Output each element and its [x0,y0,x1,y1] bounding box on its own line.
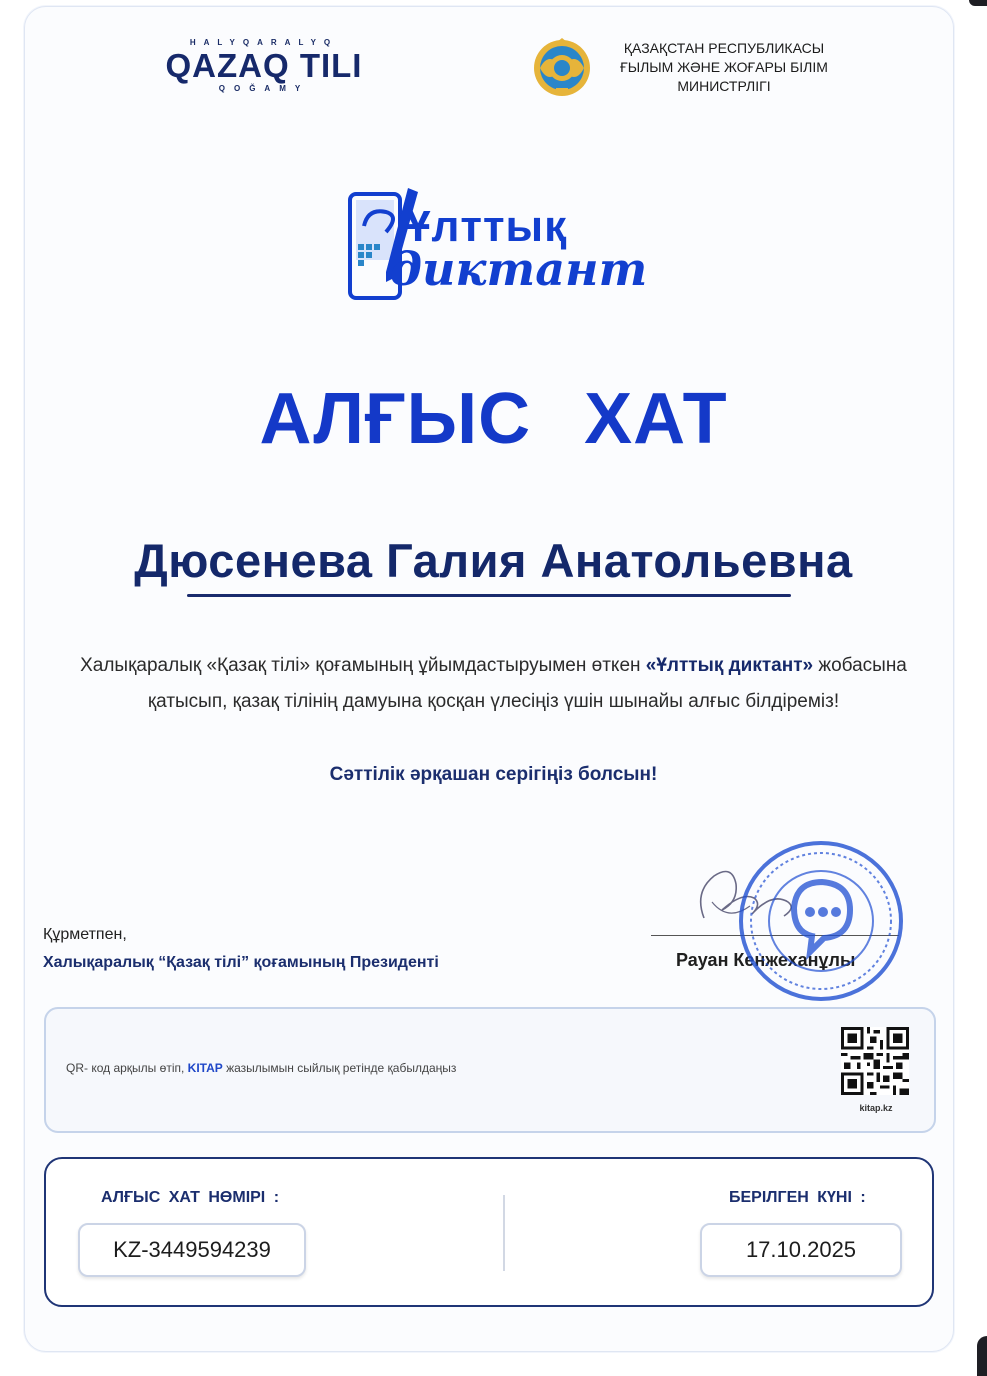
vertical-divider [503,1195,505,1271]
qr-instruction [66,1061,456,1075]
ulttyq-diktant-logo [346,186,648,304]
qr-instruction-part: QR- код арқылы өтіп, [66,1061,188,1075]
gratitude-text [40,648,947,720]
issue-date-value: 17.10.2025 [745,1237,857,1262]
gratitude-text-part: жобасына қатысып, қазақ тілінің дамуына қосқан үлесіңіз үшін шынайы алғыс білдіреміз! [147,655,907,712]
logo-main-text: QAZAQ TILI [165,47,363,84]
screen-corner [977,1336,987,1376]
state-emblem-icon [532,38,592,98]
signer-name: Рауан Кенжеханұлы [676,950,856,970]
logo-top-text: HALYQARALYQ [189,38,339,47]
recipient-name: Дюсенева Галия Анатольевна [134,534,853,587]
regards-text: Құрметпен, [43,926,127,943]
ministry-line: ҒЫЛЫМ ЖӘНЕ ЖОҒАРЫ БІЛІМ [620,59,828,75]
qr-instruction-part: жазылымын сыйлық ретінде қабылдаңыз [222,1061,457,1075]
document-title: АЛҒЫС ХАТ [259,379,728,459]
qr-caption: kitap.kz [859,1103,893,1113]
certificate-number-label: АЛҒЫС ХАТ НӨМІРІ : [101,1189,280,1206]
ministry-line: ҚАЗАҚСТАН РЕСПУБЛИКАСЫ [623,40,825,56]
certificate-number-value: KZ-3449594239 [113,1237,271,1262]
qr-code[interactable] [841,1027,909,1095]
issue-date-field [700,1223,902,1277]
qazaq-tili-logo [150,38,378,96]
ministry-line: МИНИСТРЛІГІ [677,78,771,94]
president-role: Халықаралық “Қазақ тілі” қоғамының Президенті [43,954,439,971]
issue-date-label: БЕРІЛГЕН КҮНІ : [729,1189,866,1206]
certificate-number-field [78,1223,306,1277]
qr-promo-box [44,1007,936,1133]
wish-text: Сәттілік әрқашан серігіңіз болсын! [329,764,658,785]
gratitude-text-part: Халықаралық «Қазақ тілі» қоғамының ұйымдастыруымен өткен [80,655,646,676]
project-name: «Ұлттық диктант» [645,655,814,676]
organization-stamp [736,838,906,1004]
recipient-underline [187,594,791,597]
ministry-name [604,39,844,96]
logo-line-ulttyq: Ұлттық [406,202,568,251]
certificate-details-box [44,1157,934,1307]
screen-corner [969,0,987,6]
logo-line-diktant: диктант [390,242,648,296]
logo-bottom-text: QOĞAMY [218,84,310,93]
kitap-highlight: KITAP [187,1061,223,1075]
